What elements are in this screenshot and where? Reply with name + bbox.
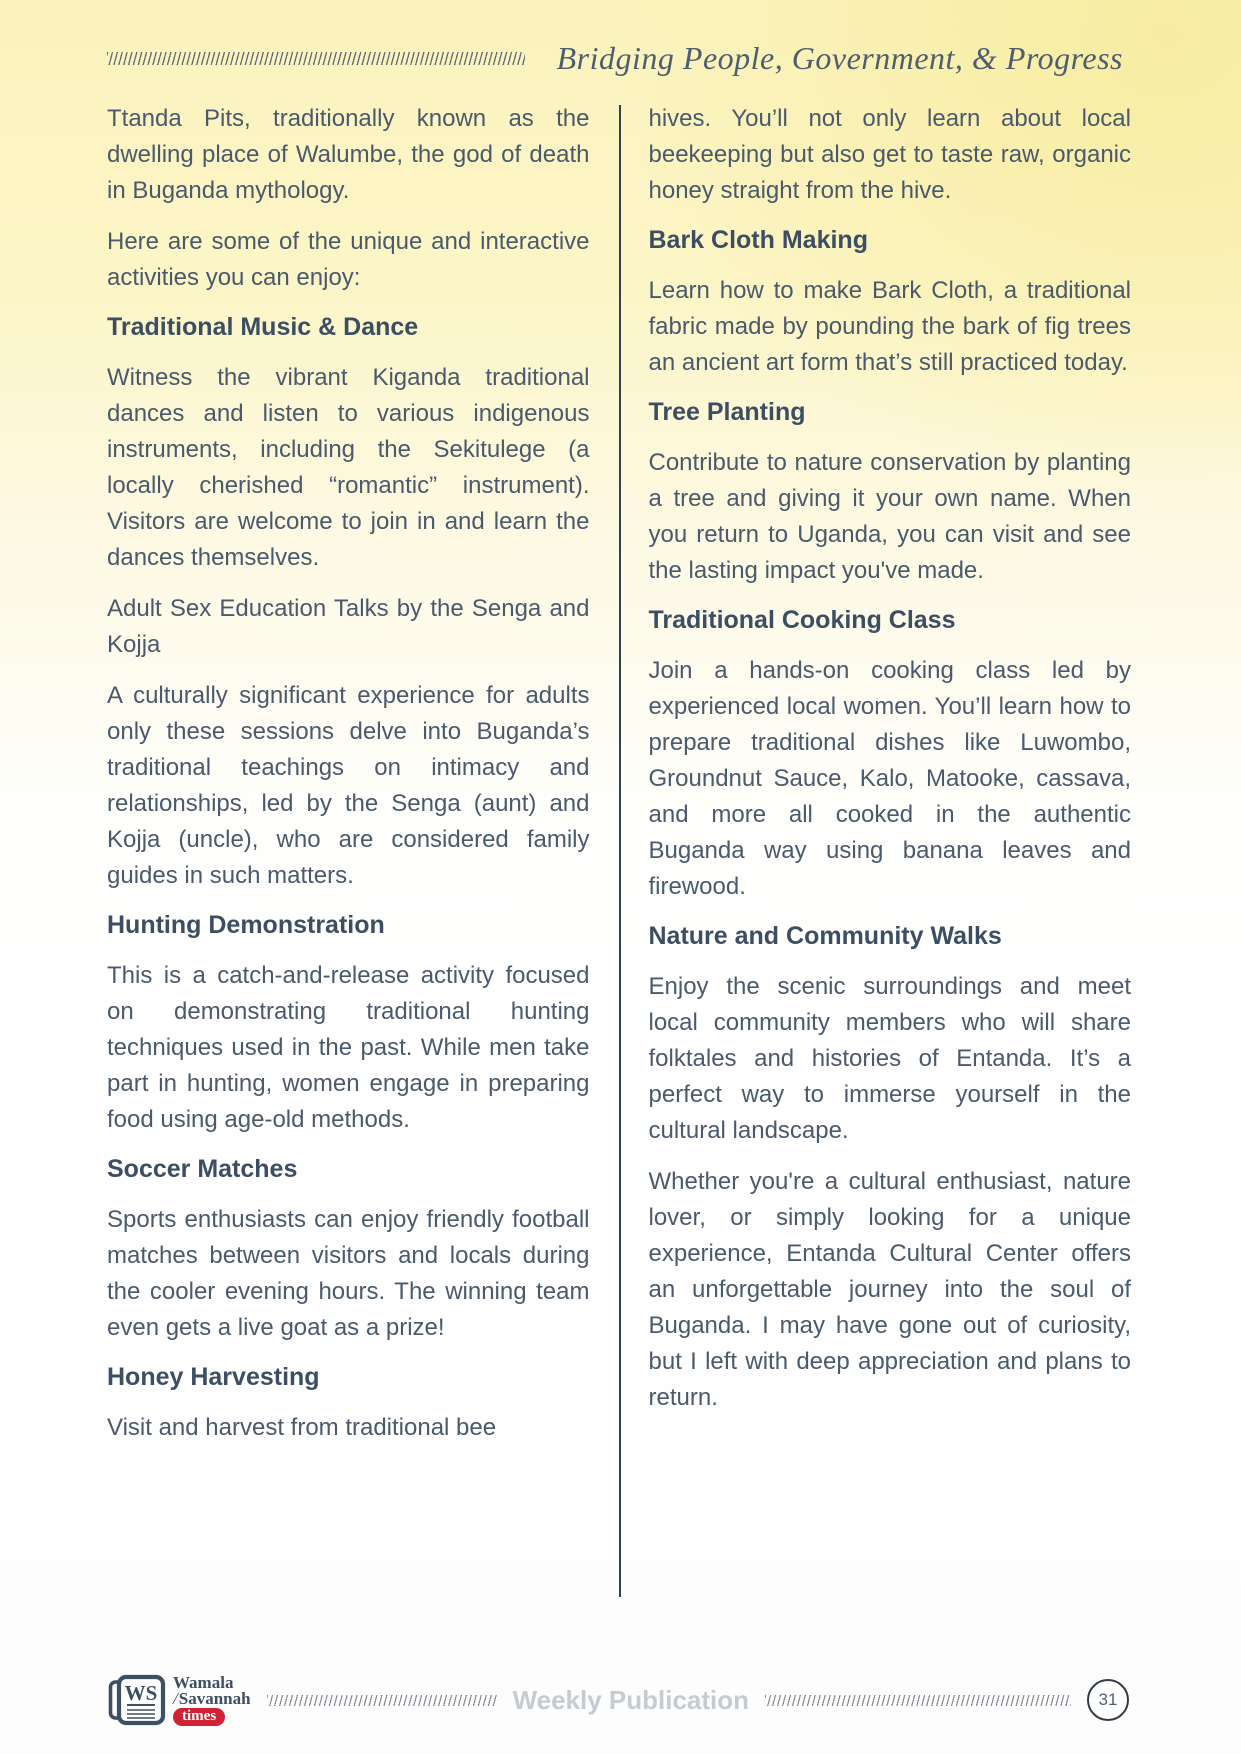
body-paragraph: hives. You’ll not only learn about local beekeeping but also get to taste raw, organic honey straight from the hive. [648, 105, 1131, 204]
section-heading: Honey Harvesting [107, 1363, 320, 1391]
page-footer [0, 1672, 1241, 1754]
header-decorative-hatch-line [107, 52, 525, 65]
body-paragraph: Learn how to make Bark Cloth, a traditional fabric made by pounding the bark of fig trees an ancient art form that’s still practiced today. [648, 277, 1131, 376]
body-paragraph: A culturally significant experience for adults only these sessions delve into Buganda’s traditional teachings on intimacy and relationships, led by the Senga (aunt) and Kojja (uncle), who are considered family guides in such matters. [107, 682, 590, 889]
logo-monogram: WS [124, 1681, 158, 1705]
header-tagline: Bridging People, Government, & Progress [556, 40, 1123, 76]
body-paragraph: Here are some of the unique and interactive activities you can enjoy: [107, 228, 590, 291]
body-paragraph: Visit and harvest from traditional bee [107, 1414, 497, 1441]
times-badge: times [173, 1708, 225, 1726]
body-paragraph: This is a catch-and-release activity focused on demonstrating traditional hunting techniques used in the past. While men take part in hunting, women engage in preparing food using age-old methods. [107, 962, 590, 1133]
page-number: 31 [1098, 1690, 1118, 1709]
body-paragraph: Adult Sex Education Talks by the Senga and Kojja [107, 595, 590, 658]
body-paragraph: Whether you're a cultural enthusiast, nature lover, or simply looking for a unique experience, Entanda Cultural Center offers an unforgettable journey into the soul of Buganda. I may have gone out of curiosity, but I left with deep appreciation and plans to return. [648, 1168, 1131, 1411]
section-heading: Soccer Matches [107, 1155, 298, 1183]
publisher-name-line3 [173, 1707, 251, 1726]
article-body [0, 101, 1241, 1597]
page-number-badge [1087, 1679, 1129, 1721]
publisher-name [173, 1672, 251, 1726]
footer-decorative-hatch-left [267, 1695, 497, 1706]
column-divider [619, 105, 621, 1597]
body-paragraph: Ttanda Pits, traditionally known as the dwelling place of Walumbe, the god of death in Buganda mythology. [107, 105, 590, 204]
body-paragraph: Enjoy the scenic surroundings and meet local community members who will share folktales and histories of Entanda. It’s a perfect way to immerse yourself in the cultural landscape. [648, 973, 1131, 1144]
section-heading: Hunting Demonstration [107, 911, 385, 939]
page-header [0, 0, 1241, 77]
section-heading: Traditional Cooking Class [648, 606, 956, 634]
publication-label: Weekly Publication [512, 1684, 750, 1715]
section-heading: Bark Cloth Making [648, 226, 868, 254]
body-paragraph: Join a hands-on cooking class led by experienced local women. You’ll learn how to prepare traditional dishes like Luwombo, Groundnut Sauce, Kalo, Matooke, cassava, and more all cooked in the authentic Buganda way using banana leaves and firewood. [648, 657, 1131, 900]
body-paragraph: Contribute to nature conservation by planting a tree and giving it your own name. When you return to Uganda, you can visit and see the lasting impact you've made. [648, 449, 1131, 584]
section-heading: Traditional Music & Dance [107, 313, 419, 341]
left-column [107, 101, 590, 1461]
section-heading: Nature and Community Walks [648, 922, 1002, 950]
section-heading: Tree Planting [648, 398, 806, 426]
publisher-name-line1: Wamala [173, 1672, 234, 1692]
right-column [649, 101, 1132, 1431]
publisher-name-line2: /Savannah [173, 1688, 251, 1708]
newspaper-icon [107, 1672, 167, 1728]
publisher-logo [107, 1672, 251, 1728]
slash-decoration: / [173, 1688, 178, 1708]
body-paragraph: Witness the vibrant Kiganda traditional dances and listen to various indigenous instruments, including the Sekitulege (a locally cherished “romantic” instrument). Visitors are welcome to join in and learn the dances themselves. [107, 364, 590, 571]
body-paragraph: Sports enthusiasts can enjoy friendly football matches between visitors and locals during the cooler evening hours. The winning team even gets a live goat as a prize! [107, 1206, 590, 1341]
footer-decorative-hatch-right [765, 1695, 1071, 1706]
